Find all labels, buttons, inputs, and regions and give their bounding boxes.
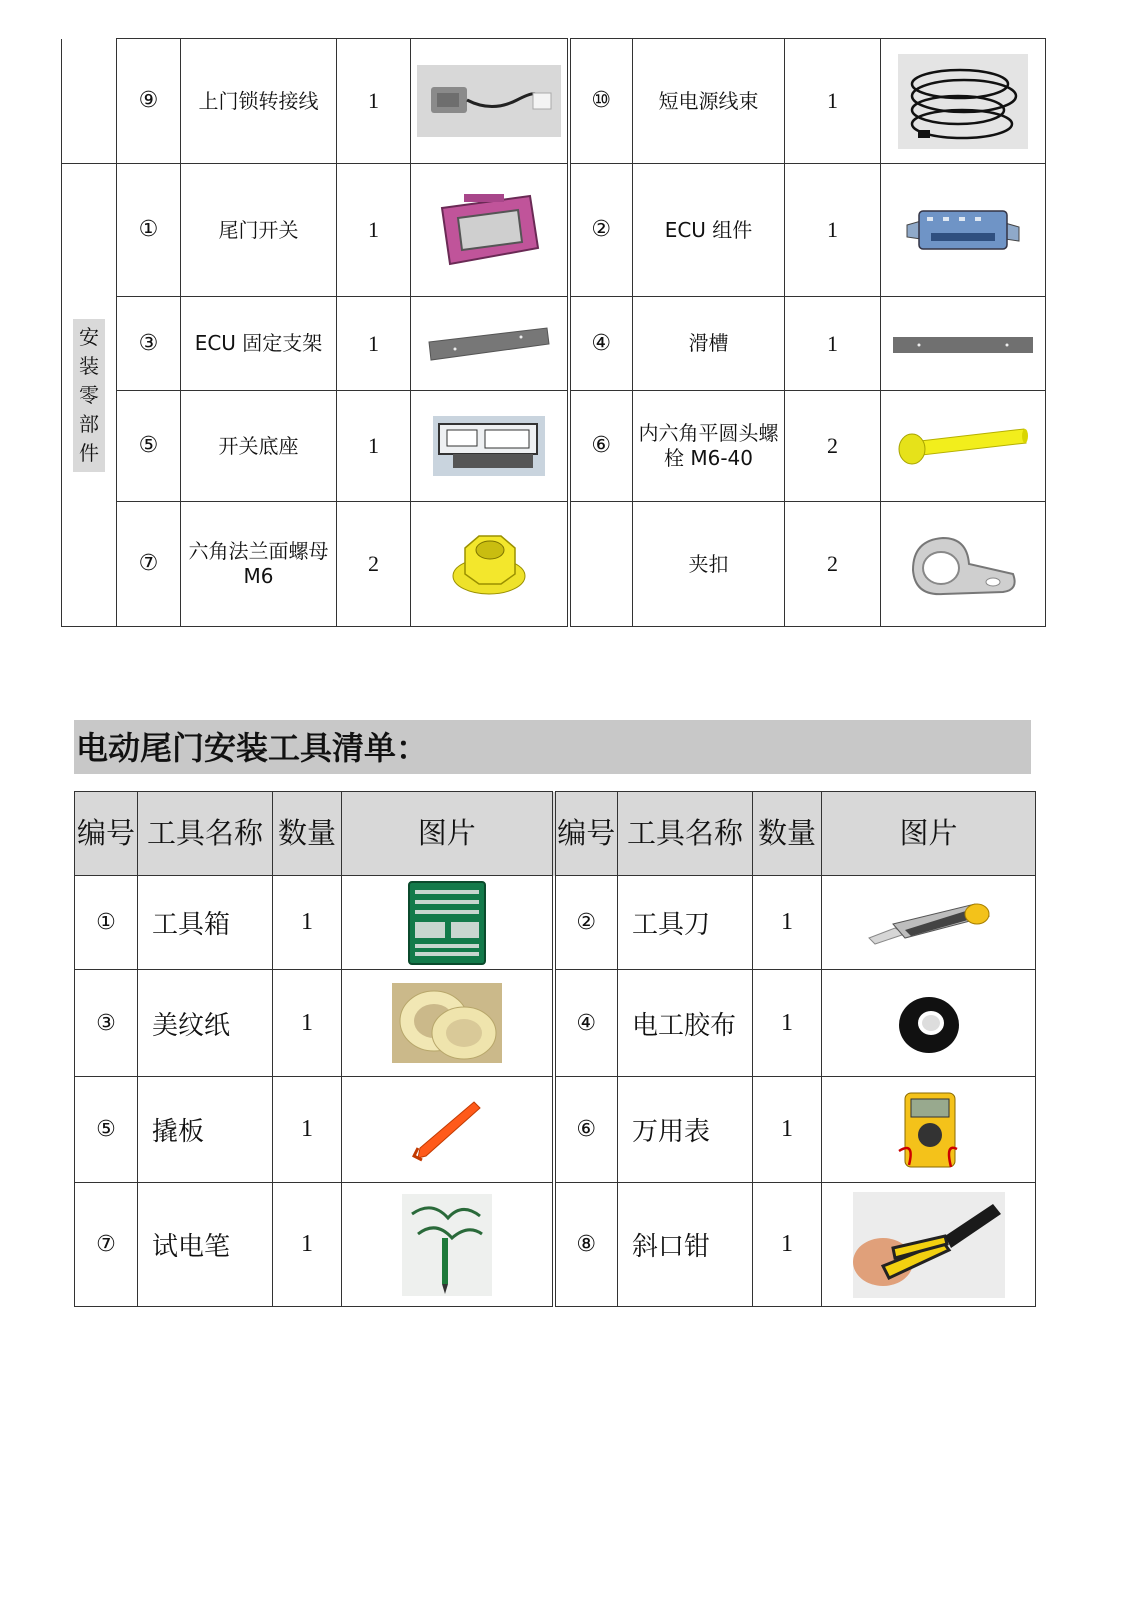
item-name: 内六角平圆头螺栓 M6-40 <box>633 391 785 502</box>
item-number: ⑤ <box>117 391 181 502</box>
diagonal-pliers-icon <box>853 1192 1005 1298</box>
tool-name: 试电笔 <box>138 1183 273 1307</box>
flange-nut-icon <box>449 524 529 604</box>
tool-name: 工具箱 <box>138 876 273 970</box>
item-number: ① <box>117 164 181 297</box>
item-number: ③ <box>117 297 181 391</box>
item-picture <box>411 39 569 164</box>
tool-number: ① <box>75 876 138 970</box>
tool-picture <box>342 1077 554 1183</box>
tool-number: ⑤ <box>75 1077 138 1183</box>
section-heading: 电动尾门安装工具清单： <box>74 720 1031 774</box>
table-row <box>75 876 1036 970</box>
tool-name: 撬板 <box>138 1077 273 1183</box>
tool-quantity: 1 <box>753 970 822 1077</box>
header-name: 工具名称 <box>138 792 273 876</box>
item-quantity: 1 <box>337 39 411 164</box>
table-row <box>75 1077 1036 1183</box>
power-harness-icon <box>898 54 1028 149</box>
toolbox-icon <box>407 880 487 966</box>
table-row <box>75 1183 1036 1307</box>
header-picture: 图片 <box>822 792 1036 876</box>
tool-name: 万用表 <box>618 1077 753 1183</box>
slide-rail-icon <box>891 335 1035 355</box>
tool-quantity: 1 <box>753 876 822 970</box>
item-number: ⑦ <box>117 502 181 627</box>
tool-name: 美纹纸 <box>138 970 273 1077</box>
item-number: ④ <box>569 297 633 391</box>
item-quantity: 1 <box>785 39 881 164</box>
item-quantity: 2 <box>337 502 411 627</box>
table-row <box>62 297 1046 391</box>
item-picture <box>881 164 1046 297</box>
item-number: ② <box>569 164 633 297</box>
tool-number: ⑧ <box>554 1183 618 1307</box>
tool-picture <box>822 876 1036 970</box>
header-picture: 图片 <box>342 792 554 876</box>
parts-table <box>61 38 1046 627</box>
table-row <box>62 39 1046 164</box>
tool-picture <box>822 970 1036 1077</box>
item-picture <box>881 297 1046 391</box>
tool-number: ② <box>554 876 618 970</box>
item-number: ⑥ <box>569 391 633 502</box>
item-name: 短电源线束 <box>633 39 785 164</box>
header-number: 编号 <box>75 792 138 876</box>
item-number <box>569 502 633 627</box>
cable-clamp-icon <box>903 524 1023 604</box>
category-cell-blank <box>62 39 117 164</box>
hex-bolt-icon <box>896 421 1030 471</box>
tool-picture <box>342 1183 554 1307</box>
tool-quantity: 1 <box>273 1183 342 1307</box>
item-picture <box>411 297 569 391</box>
table-row <box>62 391 1046 502</box>
item-quantity: 1 <box>337 391 411 502</box>
item-name: ECU 组件 <box>633 164 785 297</box>
utility-knife-icon <box>865 898 993 948</box>
item-picture <box>411 502 569 627</box>
header-number: 编号 <box>554 792 618 876</box>
tool-quantity: 1 <box>753 1077 822 1183</box>
item-picture <box>881 39 1046 164</box>
tool-name: 斜口钳 <box>618 1183 753 1307</box>
table-row <box>62 502 1046 627</box>
table-header-row <box>75 792 1036 876</box>
tool-quantity: 1 <box>273 970 342 1077</box>
header-quantity: 数量 <box>753 792 822 876</box>
category-label: 安 装 零 部 件 <box>73 319 105 472</box>
ecu-module-icon <box>903 203 1023 258</box>
masking-tape-icon <box>392 983 502 1063</box>
item-picture <box>881 391 1046 502</box>
item-quantity: 1 <box>337 297 411 391</box>
adapter-cable-icon <box>417 65 561 137</box>
tool-name: 电工胶布 <box>618 970 753 1077</box>
tool-picture <box>822 1077 1036 1183</box>
item-name: 夹扣 <box>633 502 785 627</box>
item-name: 开关底座 <box>181 391 337 502</box>
table-row <box>75 970 1036 1077</box>
tool-picture <box>342 970 554 1077</box>
tool-number: ④ <box>554 970 618 1077</box>
tool-name: 工具刀 <box>618 876 753 970</box>
item-quantity: 2 <box>785 391 881 502</box>
item-quantity: 1 <box>785 164 881 297</box>
item-picture <box>411 164 569 297</box>
switch-base-icon <box>433 416 545 476</box>
test-pen-icon <box>402 1194 492 1296</box>
tool-picture <box>342 876 554 970</box>
item-name: 六角法兰面螺母 M6 <box>181 502 337 627</box>
item-quantity: 1 <box>337 164 411 297</box>
table-row <box>62 164 1046 297</box>
category-cell <box>62 164 117 627</box>
tailgate-switch-icon <box>434 188 544 273</box>
item-picture <box>411 391 569 502</box>
tool-number: ③ <box>75 970 138 1077</box>
ecu-bracket-icon <box>427 324 551 364</box>
item-name: 滑槽 <box>633 297 785 391</box>
item-quantity: 1 <box>785 297 881 391</box>
tool-number: ⑦ <box>75 1183 138 1307</box>
item-number: ⑨ <box>117 39 181 164</box>
tools-table <box>74 791 1036 1307</box>
tool-picture <box>822 1183 1036 1307</box>
item-quantity: 2 <box>785 502 881 627</box>
header-quantity: 数量 <box>273 792 342 876</box>
item-name: 上门锁转接线 <box>181 39 337 164</box>
pry-tool-icon <box>412 1098 482 1162</box>
tool-quantity: 1 <box>753 1183 822 1307</box>
item-name: ECU 固定支架 <box>181 297 337 391</box>
multimeter-icon <box>895 1091 963 1169</box>
electrical-tape-icon <box>896 991 962 1055</box>
tool-number: ⑥ <box>554 1077 618 1183</box>
item-picture <box>881 502 1046 627</box>
item-name: 尾门开关 <box>181 164 337 297</box>
tool-quantity: 1 <box>273 1077 342 1183</box>
header-name: 工具名称 <box>618 792 753 876</box>
item-number: ⑩ <box>569 39 633 164</box>
tool-quantity: 1 <box>273 876 342 970</box>
